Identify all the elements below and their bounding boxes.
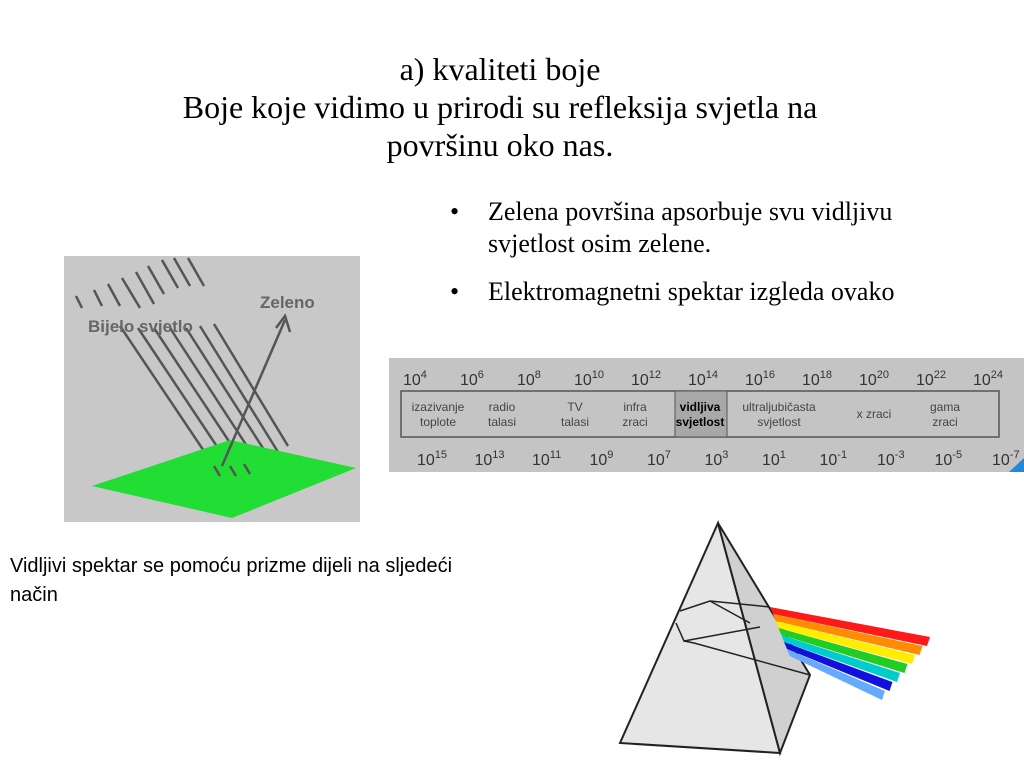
band-label: infra xyxy=(623,400,647,414)
wavelength-tick-label: $10^{-7}$ xyxy=(992,449,1020,469)
frequency-tick-label: $10^4$ xyxy=(403,369,427,389)
spectrum-band xyxy=(930,400,960,429)
frequency-tick-label: $10^{14}$ xyxy=(688,369,719,389)
bullet-list xyxy=(450,196,970,324)
wavelength-tick-label: $10^9$ xyxy=(589,449,614,469)
band-label: zraci xyxy=(932,415,958,429)
band-label: svjetlost xyxy=(675,415,725,429)
spectrum-band xyxy=(622,400,647,429)
band-label: x zraci xyxy=(856,407,892,421)
frequency-tick-label: $10^{18}$ xyxy=(802,369,833,389)
wavelength-tick-label: $10^{-5}$ xyxy=(934,449,963,469)
band-label: zraci xyxy=(622,415,648,429)
frequency-tick-label: $10^{22}$ xyxy=(916,369,947,389)
bullet-item xyxy=(450,276,970,308)
title-line-2: Boje koje vidimo u prirodi su refleksija svjetla na xyxy=(182,89,818,125)
band-label: svjetlost xyxy=(757,415,801,429)
wavelength-tick-label: $10^{-1}$ xyxy=(819,449,848,469)
wavelength-tick-label: $10^{-3}$ xyxy=(877,449,905,469)
visible-band-highlight xyxy=(675,391,727,437)
frequency-tick-label: $10^6$ xyxy=(460,369,484,389)
bullet-item xyxy=(450,196,970,260)
wavelength-tick-label: $10^{11}$ xyxy=(532,449,562,469)
reflection-figure xyxy=(64,256,360,522)
frequency-tick-label: $10^{12}$ xyxy=(631,369,662,389)
wavelength-tick-label: $10^7$ xyxy=(647,449,671,469)
frequency-tick-label: $10^{24}$ xyxy=(973,369,1004,389)
band-label: vidljiva xyxy=(679,400,721,414)
em-spectrum-figure xyxy=(389,358,1024,472)
bullet-text: Elektromagnetni spektar izgleda ovako xyxy=(488,277,895,306)
prism-body xyxy=(620,523,810,753)
wavelength-tick-label: $10^{13}$ xyxy=(474,449,505,469)
reflected-light-label: Zeleno xyxy=(260,293,315,312)
frequency-tick-label: $10^{20}$ xyxy=(859,369,890,389)
incoming-light-label: Bijelo svjetlo xyxy=(88,317,193,336)
spectrum-band xyxy=(676,400,725,429)
frequency-tick-label: $10^{10}$ xyxy=(574,369,605,389)
band-label: talasi xyxy=(487,415,517,429)
wavelength-tick-label: $10^1$ xyxy=(762,449,786,469)
band-label: TV xyxy=(567,400,583,414)
band-label: izazivanje xyxy=(411,400,465,414)
prism-caption: Vidljivi spektar se pomoću prizme dijeli na sljedeći način xyxy=(10,555,453,606)
bullet-marker: • xyxy=(450,277,460,306)
wavelength-tick-label: $10^{15}$ xyxy=(417,449,448,469)
spectrum-band xyxy=(488,400,516,429)
band-label: gama xyxy=(929,400,961,414)
wavelength-tick-label: $10^3$ xyxy=(704,449,729,469)
spectrum-band xyxy=(857,407,892,421)
frequency-tick-label: $10^8$ xyxy=(517,369,541,389)
frequency-tick-label: $10^{16}$ xyxy=(745,369,776,389)
band-label: talasi xyxy=(560,415,590,429)
band-label: ultraljubičasta xyxy=(742,400,816,414)
band-label: toplote xyxy=(419,415,457,429)
bullet-text: Zelena površina apsorbuje svu vidljivu svjetlost osim zelene. xyxy=(488,197,893,258)
title-line-3: površinu oko nas. xyxy=(386,127,614,163)
title-line-1: a) kvaliteti boje xyxy=(399,51,601,87)
bullet-marker: • xyxy=(450,197,460,226)
band-label: radio xyxy=(488,400,516,414)
prism-figure xyxy=(610,515,940,765)
slide-title xyxy=(60,50,940,164)
